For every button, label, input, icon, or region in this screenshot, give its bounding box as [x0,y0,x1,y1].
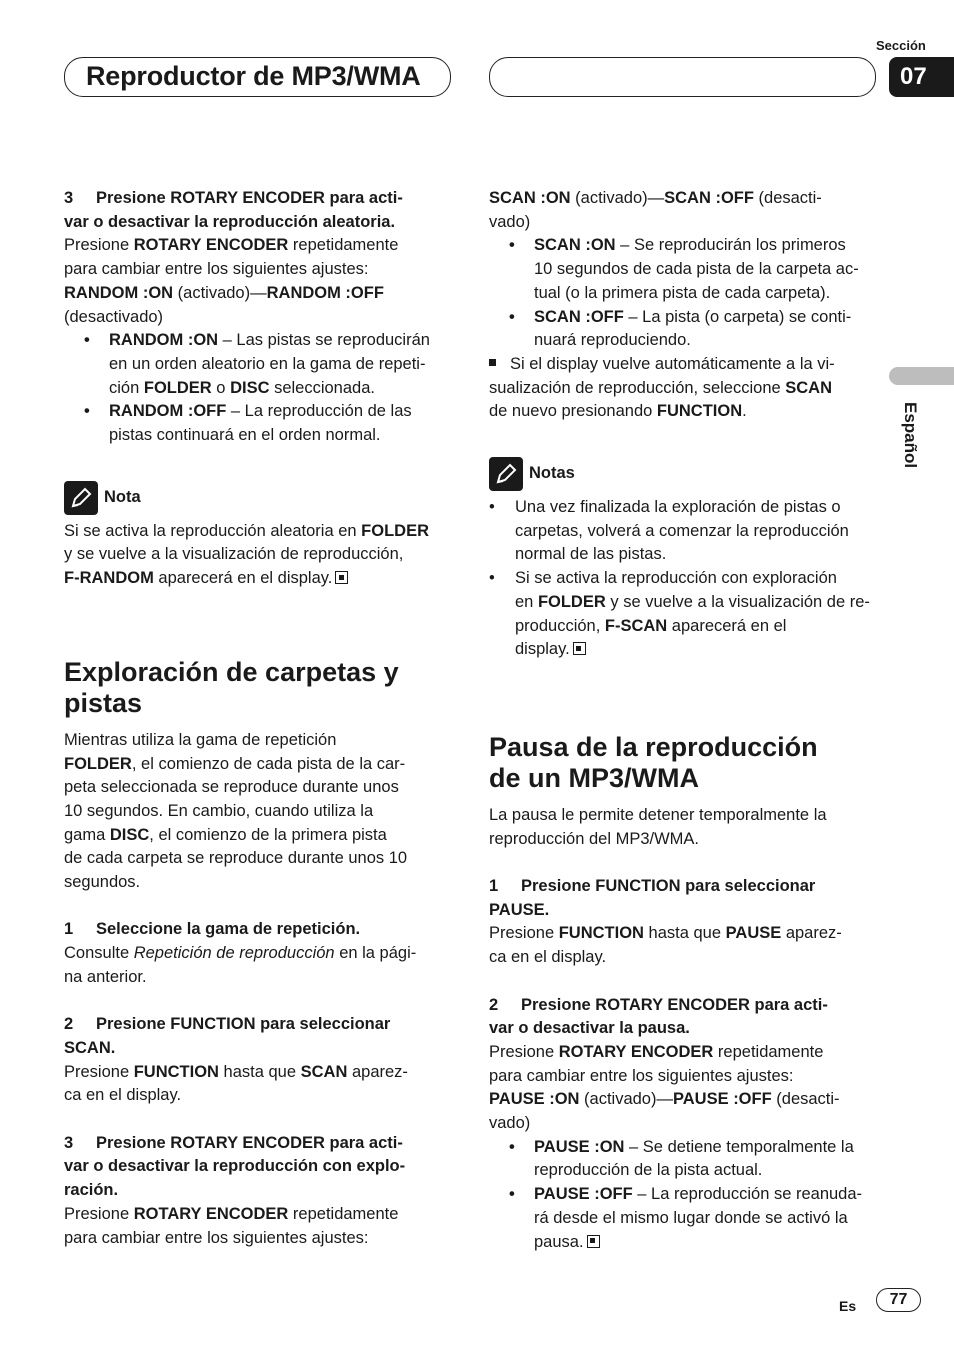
page-title: Reproductor de MP3/WMA [86,61,421,91]
step-3-title: 3 Presione ROTARY ENCODER para acti- [64,189,403,207]
list-item: • RANDOM :OFF – La reproducción de las pistas continuará en el orden normal. [64,400,456,447]
note-header: Nota [64,480,456,516]
notes-header: Notas [489,456,881,492]
step-3-text: Presione ROTARY ENCODER repetidamente [64,236,399,255]
scan-step-1-title: 1 Seleccione la gama de repetición. [64,920,361,939]
heading-folder-scan: Exploración de carpetas y pistas [64,656,399,718]
pause-step-1-title: 1 Presione FUNCTION para seleccionar [489,877,816,896]
scan-options: SCAN :ON (activado)—SCAN :OFF (desacti- [489,189,822,207]
list-item: • Si se activa la reproducción con exploración en FOLDER y se vuelve a la visualización de re- producción, F-SCAN aparecerá en el display. [489,567,881,662]
language-label: Español [901,402,920,469]
right-column: SCAN :ON (activado)—SCAN :OFF (desacti- vado) • SCAN :ON – Se reproducirán los primeros 10 segundos de cada pista de la carpeta ac- tual (o la primera pista de cada carpeta). • SCAN :OFF – La pista (o carpeta) se conti- nuará reproduciendo. Si el display vuelve automáticamente a la vi- sualización de reproducción, seleccione SCAN de nuevo presionando FUNCTION. Notas • Una vez finalizada la exploración de pistas o carpetas, volverá a comenzar la reproducción normal de las pistas. • Si se activa la reproducción con exploración en FOLDER y se vuelve a la visualización de re- producción, F-SCAN aparecerá en el display. Pausa de la reproducción de un MP3/WMA La pausa le permite detener temporalmente la reproducción del MP3/WMA. 1 Presione FUNCTION para seleccionar PAUSE. Presione FUNCTION hasta que PAUSE aparez- ca en el display. 2 Presione ROTARY ENCODER para acti- var o desactivar la pausa. Presione ROTARY ENCODER repetidamente para cambiar entre los siguientes ajustes: PAUSE :ON (activado)—PAUSE :OFF (desacti- vado) • PAUSE :ON – Se detiene temporalmente la reproducción de la pista actual. • PAUSE :OFF – La reproducción se reanuda- rá desde el mismo lugar donde se activó la pausa. [489,187,881,1254]
scan-auto-return-note: Si el display vuelve automáticamente a la vi- [489,353,881,377]
pause-options: PAUSE :ON (activado)—PAUSE :OFF (desacti- [489,1090,840,1109]
list-item: • RANDOM :ON – Las pistas se reproducirán en un orden aleatorio en la gama de repeti- ción FOLDER o DISC seleccionada. [64,329,456,400]
left-column: 3 Presione ROTARY ENCODER para acti- var o desactivar la reproducción aleatoria. Presione ROTARY ENCODER repetidamente para cambiar entre los siguientes ajustes: RANDOM :ON (activado)—RANDOM :OFF (desactivado) • RANDOM :ON – Las pistas se reproducirán en un orden aleatorio en la gama de repeti- ción FOLDER o DISC seleccionada. • RANDOM :OFF – La reproducción de las pistas continuará en el orden normal. Nota Si se activa la reproducción aleatoria en FOLDER y se vuelve a la visualización de reproducción, F-RANDOM aparecerá en el display. Exploración de carpetas y pistas Mientras utiliza la gama de repetición FOLDER, el comienzo de cada pista de la car- peta seleccionada se reproduce durante unos 10 segundos. En cambio, cuando utiliza la gama DISC, el comienzo de la primera pista de cada carpeta se reproduce durante unos 10 segundos. 1 Seleccione la gama de repetición. Consulte Repetición de reproducción en la pági- na anterior. 2 Presione FUNCTION para seleccionar SCAN. Presione FUNCTION hasta que SCAN aparez- ca en el display. 3 Presione ROTARY ENCODER para acti- var o desactivar la reproducción con explo- ración. Presione ROTARY ENCODER repetidamente para cambiar entre los siguientes ajustes: [64,187,456,1250]
note-pencil-icon [64,481,98,515]
scan-step-3-title: 3 Presione ROTARY ENCODER para acti- [64,1133,403,1152]
page-number: 77 [876,1288,921,1312]
header-empty-pill [489,57,876,97]
end-mark-icon [573,642,586,655]
scan-step-2-title: 2 Presione FUNCTION para seleccionar [64,1015,391,1034]
random-options: RANDOM :ON (activado)—RANDOM :OFF [64,283,384,302]
section-number-badge: 07 [889,57,954,97]
list-item: • PAUSE :OFF – La reproducción se reanuda- rá desde el mismo lugar donde se activó la pausa. [489,1183,881,1254]
list-item: • PAUSE :ON – Se detiene temporalmente la reproducción de la pista actual. [489,1136,881,1183]
random-bullet-list [64,329,456,448]
pause-step-2-title: 2 Presione ROTARY ENCODER para acti- [489,995,828,1014]
heading-pause: Pausa de la reproducción de un MP3/WMA [489,731,818,793]
section-label: Sección [876,38,926,53]
note-pencil-icon [489,457,523,491]
pause-bullet-list [489,1136,881,1255]
list-item: • SCAN :OFF – La pista (o carpeta) se conti- nuará reproduciendo. [489,306,881,353]
list-item: • Una vez finalizada la exploración de pistas o carpetas, volverá a comenzar la reproducción normal de las pistas. [489,496,881,567]
list-item: • SCAN :ON – Se reproducirán los primeros 10 segundos de cada pista de la carpeta ac- tual (o la primera pista de cada carpeta). [489,234,881,305]
language-tab-marker [889,367,954,385]
pause-intro: La pausa le permite detener temporalmente la [489,805,827,824]
square-bullet-icon [489,359,496,366]
end-mark-icon [335,571,348,584]
notes-list [489,496,881,662]
note-text: Si se activa la reproducción aleatoria en FOLDER [64,521,430,540]
footer-language: Es [839,1298,857,1314]
end-mark-icon [587,1235,600,1248]
scan-intro: Mientras utiliza la gama de repetición [64,730,337,749]
scan-bullet-list [489,234,881,353]
